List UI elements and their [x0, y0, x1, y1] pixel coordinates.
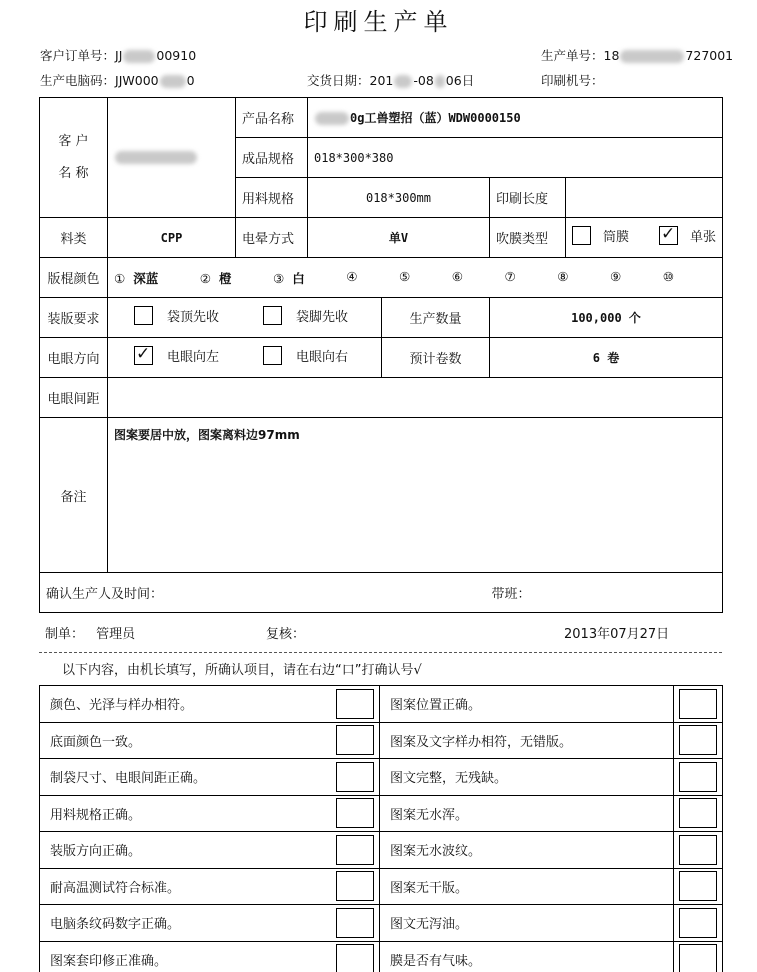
- finished-spec-value: 018*300*380: [308, 138, 723, 178]
- plate-color-6: [452, 269, 463, 287]
- plate-color-number: ⑧: [557, 268, 569, 284]
- checklist-item: 图文完整，无残缺。: [380, 759, 674, 796]
- rolls-value: 6 卷: [490, 338, 723, 378]
- customer-order-no: [40, 46, 196, 64]
- plate-color-2: [200, 269, 232, 287]
- mount-top-checkbox[interactable]: [134, 306, 153, 325]
- checklist-row: [40, 722, 723, 759]
- confirm-checkbox[interactable]: [336, 725, 374, 755]
- mount-bottom-label: 袋脚先收: [296, 310, 349, 325]
- confirm-box-cell: [332, 941, 380, 972]
- pc-code-label: 生产电脑码：: [40, 73, 116, 88]
- confirm-box-cell: [674, 905, 723, 942]
- rolls-label: 预计卷数: [382, 338, 490, 378]
- production-table: [39, 97, 723, 613]
- confirm-checkbox[interactable]: [679, 762, 717, 792]
- checklist-item: 图案位置正确。: [380, 686, 674, 723]
- eye-gap-value[interactable]: [108, 378, 723, 418]
- plate-color-3: [273, 269, 305, 287]
- product-name-label: 产品名称: [236, 98, 308, 138]
- confirm-checkbox[interactable]: [679, 725, 717, 755]
- confirm-box-cell: [674, 795, 723, 832]
- material-spec-label: 用料规格: [236, 178, 308, 218]
- product-name-value: [308, 98, 723, 138]
- checklist-item: 耐高温测试符合标准。: [40, 868, 332, 905]
- delivery-mid: -08: [413, 73, 434, 88]
- maker-label: 制单：: [45, 627, 85, 642]
- checklist-item: 图案无水波纹。: [380, 832, 674, 869]
- pc-code-prefix: JJW000: [115, 73, 159, 88]
- confirm-box-cell: [674, 686, 723, 723]
- customer-label: 客 户: [58, 133, 89, 149]
- confirm-checkbox[interactable]: [679, 689, 717, 719]
- customer-name-cell: [108, 98, 236, 218]
- eye-right-checkbox[interactable]: [263, 346, 282, 365]
- confirm-box-cell: [332, 868, 380, 905]
- checklist-item: 图案及文字样办相符，无错版。: [380, 722, 674, 759]
- checklist-row: [40, 795, 723, 832]
- plate-color-number: ①: [114, 270, 126, 286]
- checklist-item: 图文无泻油。: [380, 905, 674, 942]
- confirm-checkbox[interactable]: [679, 944, 717, 972]
- redaction-blur: [435, 75, 445, 88]
- plate-color-number: ⑤: [399, 268, 411, 284]
- delivery-suffix: 06日: [445, 73, 475, 88]
- checklist-row: [40, 868, 723, 905]
- checklist-instruction: 以下内容，由机长填写，所确认项目，请在右边“口”打确认号√: [62, 663, 422, 678]
- plate-color-4: [346, 269, 357, 287]
- checklist-row: [40, 941, 723, 972]
- confirm-box-cell: [674, 832, 723, 869]
- maker: [45, 623, 135, 642]
- checklist-item: 用料规格正确。: [40, 795, 332, 832]
- plate-color-name: 白: [292, 270, 305, 286]
- plate-color-name: 橙: [218, 270, 232, 286]
- mount-bottom-checkbox[interactable]: [263, 306, 282, 325]
- checklist-item: 底面颜色一致。: [40, 722, 332, 759]
- production-pc-code: [40, 71, 195, 89]
- redaction-blur: [620, 50, 684, 63]
- film-type-label: 吹膜类型: [490, 218, 566, 258]
- pc-code-suffix: 0: [186, 73, 195, 88]
- checklist-item: 图案无干版。: [380, 868, 674, 905]
- customer-label-cell: [40, 98, 108, 218]
- plate-color-number: ⑩: [662, 268, 675, 284]
- confirm-checkbox[interactable]: [679, 798, 717, 828]
- production-no: [541, 46, 733, 64]
- delivery-date: [307, 71, 474, 89]
- plate-color-number: ⑥: [451, 268, 464, 284]
- plate-color-5: [399, 269, 410, 287]
- confirm-checkbox[interactable]: [336, 689, 374, 719]
- eye-direction-label: 电眼方向: [40, 338, 108, 378]
- checklist-row: [40, 832, 723, 869]
- confirm-box-cell: [332, 905, 380, 942]
- document-date: 2013年07月27日: [564, 627, 670, 642]
- delivery-prefix: 201: [369, 73, 394, 88]
- redaction-blur: [394, 75, 412, 88]
- finished-spec-label: 成品规格: [236, 138, 308, 178]
- confirm-checkbox[interactable]: [336, 835, 374, 865]
- checklist-item: 图案套印修正准确。: [40, 941, 332, 972]
- confirm-checkbox[interactable]: [336, 908, 374, 938]
- confirm-box-cell: [332, 759, 380, 796]
- material-type-value: CPP: [108, 218, 236, 258]
- redaction-blur: [115, 151, 197, 164]
- confirm-box-cell: [332, 722, 380, 759]
- material-spec-value: 018*300mm: [308, 178, 490, 218]
- checklist-item: 图案无水浑。: [380, 795, 674, 832]
- production-no-suffix: 727001: [685, 48, 734, 63]
- eye-gap-label: 电眼间距: [40, 378, 108, 418]
- qty-label: 生产数量: [382, 298, 490, 338]
- plate-color-number: ②: [199, 270, 211, 286]
- confirm-box-cell: [674, 759, 723, 796]
- corona-label: 电晕方式: [236, 218, 308, 258]
- eye-left-label: 电眼向左: [167, 350, 220, 365]
- redaction-blur: [315, 112, 349, 125]
- maker-value: 管理员: [96, 627, 136, 642]
- mount-options: [108, 298, 382, 338]
- plate-color-number: ⑨: [610, 268, 622, 284]
- eye-right-label: 电眼向右: [296, 350, 349, 365]
- product-name-text: 0g工兽塑招（蓝）WDW0000150: [350, 111, 521, 125]
- eye-direction-options: [108, 338, 382, 378]
- redaction-blur: [160, 75, 186, 88]
- film-tube-label: 筒膜: [603, 230, 630, 245]
- checklist-table: [39, 685, 723, 972]
- eye-left-checkbox[interactable]: [134, 346, 153, 365]
- confirm-box-cell: [674, 941, 723, 972]
- review-label: 复核：: [266, 627, 306, 642]
- page-title: 印刷生产单: [303, 8, 454, 36]
- corona-value: 单V: [308, 218, 490, 258]
- production-no-prefix: 18: [603, 48, 620, 63]
- redaction-blur: [123, 50, 155, 63]
- film-single-label: 单张: [690, 230, 717, 245]
- plate-color-10: [663, 269, 674, 287]
- confirm-box-cell: [332, 832, 380, 869]
- checklist-row: [40, 759, 723, 796]
- shift-cell: [490, 573, 723, 613]
- customer-order-label: 客户订单号：: [40, 48, 116, 63]
- checklist-row: [40, 905, 723, 942]
- plate-color-number: ⑦: [504, 268, 516, 284]
- confirm-checkbox[interactable]: [679, 871, 717, 901]
- material-type-label: 料类: [40, 218, 108, 258]
- customer-label-2: 名 称: [58, 165, 89, 181]
- film-type-options: [566, 218, 723, 258]
- shift-label: 带班：: [491, 587, 531, 602]
- remarks-value: 图案要居中放，图案离料边97mm: [108, 418, 723, 573]
- checklist-item: 颜色、光泽与样办相符。: [40, 686, 332, 723]
- plate-color-1: [114, 269, 158, 287]
- mount-label: 装版要求: [40, 298, 108, 338]
- confirm-checkbox[interactable]: [336, 762, 374, 792]
- checklist-item: 电脑条纹码数字正确。: [40, 905, 332, 942]
- confirm-cell: [40, 573, 490, 613]
- film-single-checkbox[interactable]: [659, 226, 678, 245]
- plate-colors: [108, 258, 723, 298]
- plate-color-number: ④: [346, 268, 358, 284]
- confirm-checkbox[interactable]: [336, 944, 374, 972]
- checklist-item: 装版方向正确。: [40, 832, 332, 869]
- confirm-box-cell: [674, 722, 723, 759]
- customer-order-prefix: JJ: [115, 48, 123, 63]
- mount-top-label: 袋顶先收: [167, 310, 220, 325]
- machine-no: 印刷机号：: [541, 73, 604, 88]
- plate-color-name: 深蓝: [133, 270, 159, 286]
- customer-order-suffix: 00910: [156, 48, 197, 63]
- confirm-checkbox[interactable]: [679, 835, 717, 865]
- confirm-box-cell: [674, 868, 723, 905]
- remarks-label: 备注: [40, 418, 108, 573]
- confirm-checkbox[interactable]: [336, 798, 374, 828]
- print-length-value[interactable]: [566, 178, 723, 218]
- plate-color-8: [557, 269, 568, 287]
- checkmark-icon: ✓: [136, 344, 151, 364]
- confirm-label: 确认生产人及时间：: [46, 587, 164, 602]
- production-no-label: 生产单号：: [541, 48, 604, 63]
- checkmark-icon: ✓: [661, 224, 676, 244]
- confirm-box-cell: [332, 686, 380, 723]
- qty-value: 100,000 个: [490, 298, 723, 338]
- plate-color-7: [505, 269, 516, 287]
- plate-color-label: 版棍颜色: [40, 258, 108, 298]
- confirm-checkbox[interactable]: [336, 871, 374, 901]
- checklist-row: [40, 686, 723, 723]
- confirm-box-cell: [332, 795, 380, 832]
- delivery-label: 交货日期：: [307, 73, 370, 88]
- film-tube-checkbox[interactable]: [572, 226, 591, 245]
- plate-color-number: ③: [273, 270, 285, 286]
- confirm-checkbox[interactable]: [679, 908, 717, 938]
- checklist-item: 制袋尺寸、电眼间距正确。: [40, 759, 332, 796]
- plate-color-9: [610, 269, 621, 287]
- checklist-item: 膜是否有气味。: [380, 941, 674, 972]
- divider: [39, 652, 722, 653]
- print-length-label: 印刷长度: [490, 178, 566, 218]
